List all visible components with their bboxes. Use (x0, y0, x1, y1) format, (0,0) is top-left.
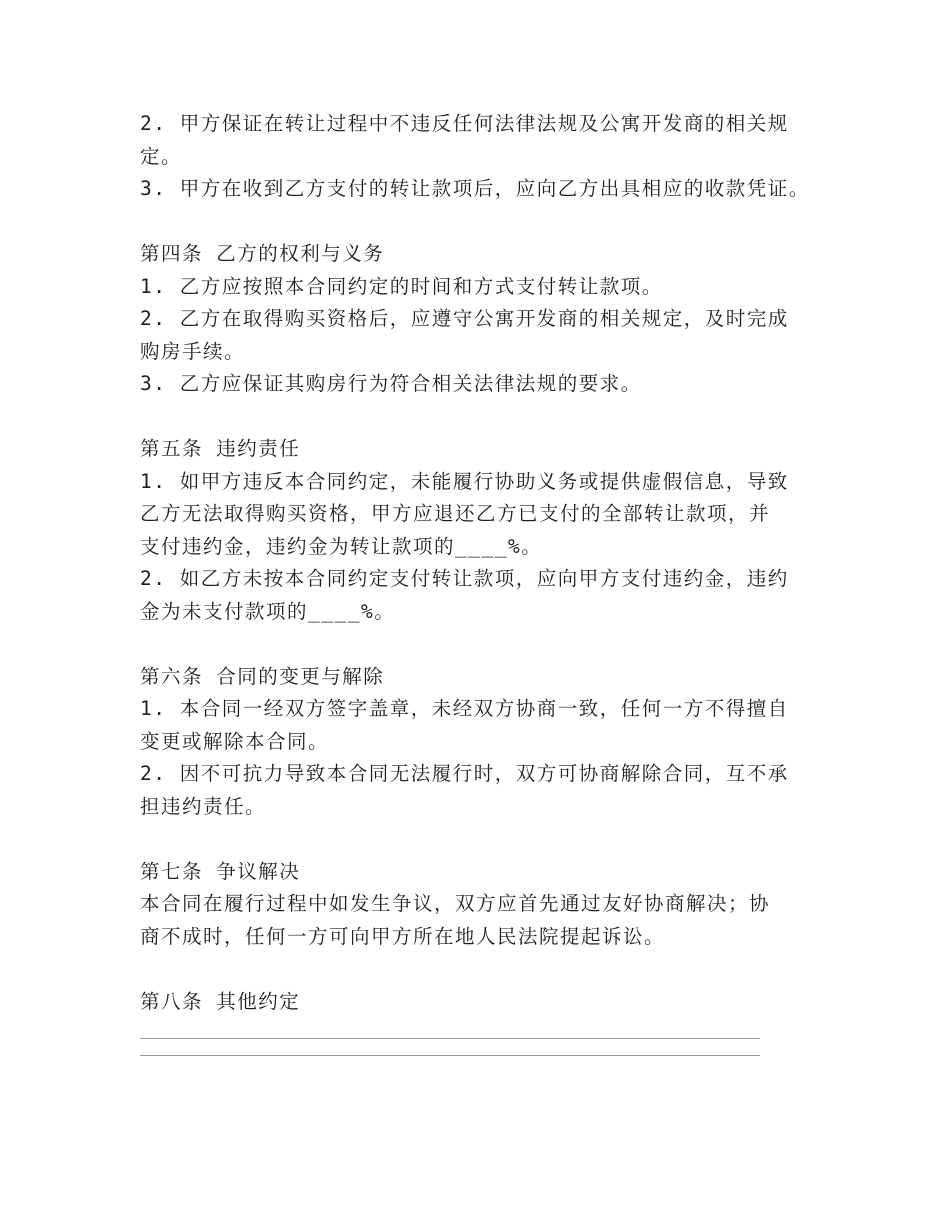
clause-4-item-2-line-2: 购房手续。 (140, 339, 246, 363)
clause-4-item-3: 3. 乙方应保证其购房行为符合相关法律法规的要求。 (140, 372, 642, 395)
clause-5-heading: 第五条 违约责任 (140, 437, 301, 460)
clause-6-item-2-line-1: 2. 因不可抗力导致本合同无法履行时，双方可协商解除合同，互不承 (140, 762, 789, 785)
clause-5-item-1-line-3: 支付违约金，违约金为转让款项的____%。 (140, 534, 543, 558)
clause-3-item-2-line-2: 定。 (140, 144, 183, 168)
clause-6-heading: 第六条 合同的变更与解除 (140, 664, 385, 688)
clause-3-item-3: 3. 甲方在收到乙方支付的转让款项后，应向乙方出具相应的收款凭证。 (140, 177, 810, 200)
clause-4-item-2-line-1: 2. 乙方在取得购买资格后，应遵守公寓开发商的相关规定，及时完成 (140, 307, 789, 330)
clause-6-item-1-line-2: 变更或解除本合同。 (140, 729, 330, 753)
clause-7-text-line-2: 商不成时，任何一方可向甲方所在地人民法院提起诉讼。 (140, 924, 666, 948)
clause-6-item-2-line-2: 担违约责任。 (140, 794, 267, 818)
paragraph-gap (140, 401, 830, 434)
clause-5-item-1-line-1: 1. 如甲方违反本合同约定，未能履行协助义务或提供虚假信息，导致 (140, 469, 789, 493)
clause-7-heading: 第七条 争议解决 (140, 859, 301, 883)
clause-4-item-1: 1. 乙方应按照本合同约定的时间和方式支付转让款项。 (140, 274, 663, 298)
paragraph-gap (140, 953, 830, 986)
blank-fill-line (140, 1055, 760, 1056)
clause-5-item-2-line-1: 2. 如乙方未按本合同约定支付转让款项，应向甲方支付违约金，违约 (140, 567, 789, 590)
paragraph-gap (140, 628, 830, 661)
blank-fill-line (140, 1038, 760, 1039)
clause-3-item-2-line-1: 2. 甲方保证在转让过程中不违反任何法律法规及公寓开发商的相关规 (140, 112, 789, 135)
clause-6-item-1-line-1: 1. 本合同一经双方签字盖章，未经双方协商一致，任何一方不得擅自 (140, 697, 789, 720)
clause-4-heading: 第四条 乙方的权利与义务 (140, 242, 385, 265)
clause-5-item-2-line-2: 金为未支付款项的____%。 (140, 599, 396, 623)
paragraph-gap (140, 206, 830, 239)
contract-body (140, 108, 830, 1072)
clause-8-heading: 第八条 其他约定 (140, 989, 301, 1013)
paragraph-gap (140, 823, 830, 856)
clause-5-item-1-line-2: 乙方无法取得购买资格，甲方应退还乙方已支付的全部转让款项，并 (140, 502, 771, 525)
clause-7-text-line-1: 本合同在履行过程中如发生争议，双方应首先通过友好协商解决；协 (140, 892, 771, 915)
